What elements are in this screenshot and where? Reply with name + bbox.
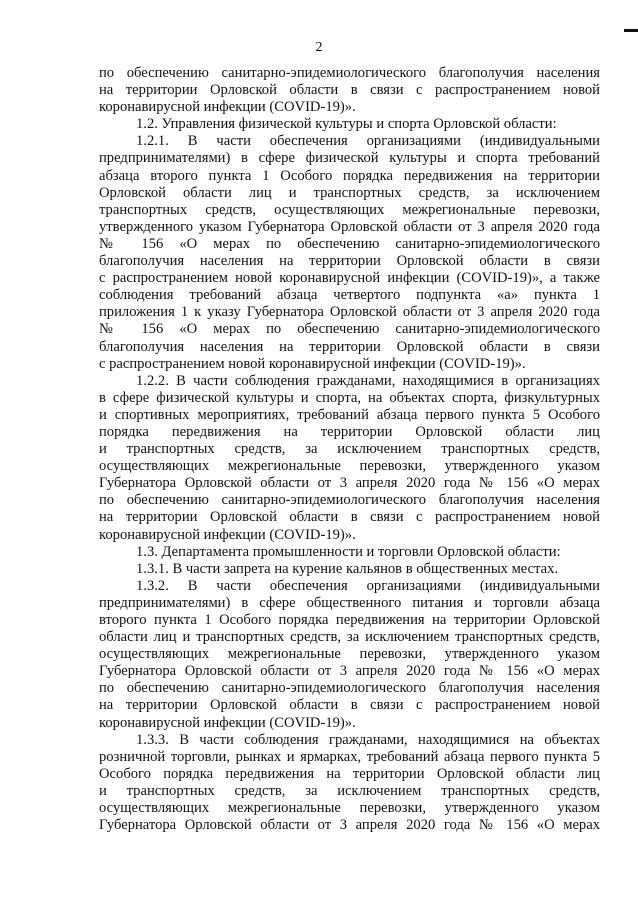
text-line: по обеспечению санитарно-эпидемиологического благополучия населения — [99, 680, 600, 697]
text-line: 1.3.2. В части обеспечения организациями (индивидуальными — [136, 577, 600, 594]
text-line: по обеспечению санитарно-эпидемиологического благополучия населения — [99, 492, 600, 509]
text-line: в сфере физической культуры и спорта, на объектах спорта, физкультурных — [99, 389, 600, 406]
text-line: абзаца второго пункта 1 Особого порядка передвижения на территории — [99, 167, 600, 184]
text-line: предпринимателями) в сфере физической культуры и спорта требований — [99, 150, 600, 167]
text-line: 1.3.1. В части запрета на курение кальянов в общественных местах. — [136, 560, 559, 577]
text-line: Губернатора Орловской области от 3 апреля 2020 года № 156 «О мерах — [99, 475, 600, 492]
text-line: 1.3.3. В части соблюдения гражданами, находящимися на объектах — [136, 731, 600, 748]
text-line: розничной торговли, рынках и ярмарках, требований абзаца первого пункта 5 — [99, 748, 600, 765]
page-number: 2 — [315, 40, 323, 55]
text-line: на территории Орловской области в связи с распространением новой — [99, 509, 600, 526]
scan-edge-mark — [624, 29, 638, 32]
text-line: осуществляющих межрегиональные перевозки, утвержденного указом — [99, 646, 600, 663]
text-line: № 156 «О мерах по обеспечению санитарно-эпидемиологического — [99, 235, 600, 252]
text-line: второго пункта 1 Особого порядка передвижения на территории Орловской — [99, 612, 600, 628]
text-line: транспортных средств, осуществляющих межрегиональные перевозки, — [99, 201, 600, 218]
text-line: 1.2.1. В части обеспечения организациями (индивидуальными — [136, 133, 600, 150]
text-line: и транспортных средств, за исключением транспортных средств, — [99, 782, 600, 799]
text-line: № 156 «О мерах по обеспечению санитарно-эпидемиологического — [99, 321, 600, 338]
text-line: благополучия населения на территории Орловской области в связи — [99, 338, 600, 355]
text-line: осуществляющих межрегиональные перевозки, утвержденного указом — [99, 800, 600, 817]
text-line: благополучия населения на территории Орловской области в связи — [99, 253, 600, 270]
text-line: на территории Орловской области в связи с распространением новой — [99, 82, 600, 99]
text-line: и транспортных средств, за исключением транспортных средств, — [99, 441, 600, 458]
text-line: приложения 1 к указу Губернатора Орловской области от 3 апреля 2020 года — [99, 304, 600, 321]
text-line: осуществляющих межрегиональные перевозки, утвержденного указом — [99, 458, 600, 475]
text-line: порядка передвижения на территории Орловской области лиц — [99, 423, 600, 440]
text-line: 1.3. Департамента промышленности и торговли Орловской области: — [136, 543, 561, 560]
document-body — [99, 65, 600, 834]
text-line: коронавирусной инфекции (COVID-19)». — [99, 526, 356, 543]
text-line: с распространением новой коронавирусной инфекции (COVID-19)». — [99, 355, 526, 372]
text-line: Особого порядка передвижения на территории Орловской области лиц — [99, 765, 600, 782]
text-line: соблюдения требований абзаца четвертого подпункта «а» пункта 1 — [99, 287, 600, 304]
text-line: Орловской области лиц и транспортных средств, за исключением — [99, 184, 600, 201]
text-line: и спортивных мероприятиях, требований абзаца первого пункта 5 Особого — [99, 406, 600, 423]
text-line: Губернатора Орловской области от 3 апреля 2020 года № 156 «О мерах — [99, 817, 600, 834]
text-line: предпринимателями) в сфере общественного питания и торговли абзаца — [99, 594, 600, 611]
text-line: области лиц и транспортных средств, за исключением транспортных средств, — [99, 629, 600, 646]
text-line: 1.2.2. В части соблюдения гражданами, находящимися в организациях — [136, 372, 600, 389]
text-line: по обеспечению санитарно-эпидемиологического благополучия населения — [99, 65, 600, 81]
text-line: коронавирусной инфекции (COVID-19)». — [99, 99, 356, 116]
text-line: с распространением новой коронавирусной инфекции (COVID-19)», а также — [99, 270, 600, 287]
text-line: на территории Орловской области в связи с распространением новой — [99, 697, 600, 714]
text-line: коронавирусной инфекции (COVID-19)». — [99, 714, 356, 731]
text-line: утвержденного указом Губернатора Орловской области от 3 апреля 2020 года — [99, 218, 600, 235]
text-line: 1.2. Управления физической культуры и спорта Орловской области: — [136, 116, 557, 133]
text-line: Губернатора Орловской области от 3 апреля 2020 года № 156 «О мерах — [99, 663, 600, 680]
